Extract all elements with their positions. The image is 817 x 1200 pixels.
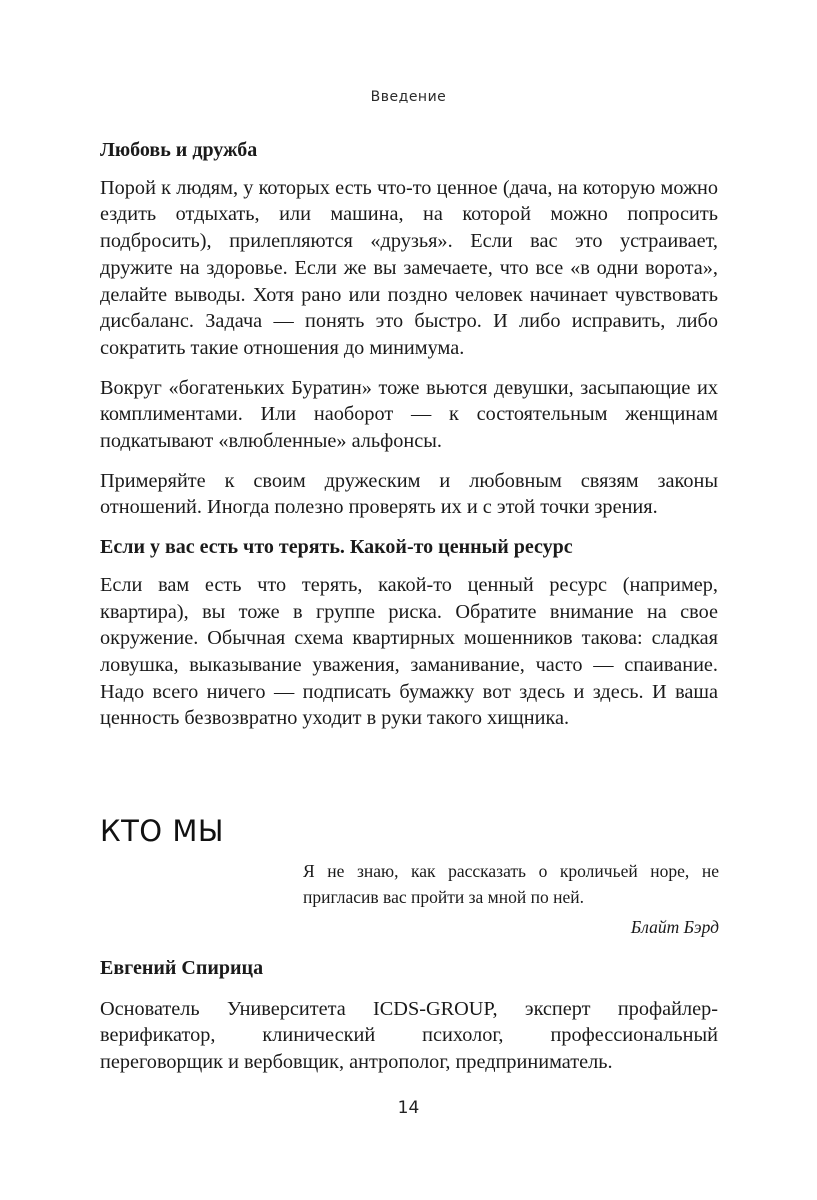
section-heading-resource: Если у вас есть что терять. Какой-то ценный ресурс: [100, 536, 573, 559]
paragraph: Вокруг «богатеньких Буратин» тоже вьются девушки, засыпающие их комплиментами. Или наоборот — к состоятельным женщинам подкатывают «влюбленные» альфонсы.: [100, 376, 718, 453]
section-heading-love: Любовь и дружба: [100, 139, 258, 161]
chapter-title: КТО МЫ: [100, 814, 224, 848]
author-bio: [100, 955, 718, 1076]
main-text: [100, 137, 718, 745]
bio-name: Евгений Спирица: [100, 957, 264, 979]
paragraph: Примеряйте к своим дружеским и любовным связям законы отношений. Иногда полезно проверять их и с этой точки зрения.: [100, 469, 718, 519]
epigraph-quote: Я не знаю, как рассказать о кроличьей норе, не пригласив вас пройти за мной по ней.: [303, 861, 719, 907]
paragraph: Если вам есть что терять, какой-то ценный ресурс (например, квартира), вы тоже в группе риска. Обратите внимание на свое окружение. Обычная схема квартирных мошенников такова: сладкая ловушка, выказывание уважения, заманивание, часто — спаивание. Надо всего ничего — подписать бумажку вот здесь и здесь. И ваша ценность безвозвратно уходит в руки такого хищника.: [100, 573, 718, 730]
running-head: Введение: [370, 89, 447, 105]
paragraph: Порой к людям, у которых есть что-то ценное (дача, на которую можно ездить отдыхать, или машина, на которой можно попросить подбросить), прилепляются «друзья». Если вас это устраивает, дружите на здоровье. Если же вы замечаете, что все «в одни ворота», делайте выводы. Хотя рано или поздно человек начинает чувствовать дисбаланс. Задача — понять это быстро. И либо исправить, либо сократить такие отношения до минимума.: [100, 176, 718, 359]
epigraph-author: Блайт Бэрд: [630, 917, 719, 937]
bio-text: Основатель Университета ICDS-GROUP, эксперт профайлер-верификатор, клинический психолог, профессиональный переговорщик и вербовщик, антрополог, предприниматель.: [100, 997, 718, 1074]
page-number: 14: [397, 1098, 420, 1118]
